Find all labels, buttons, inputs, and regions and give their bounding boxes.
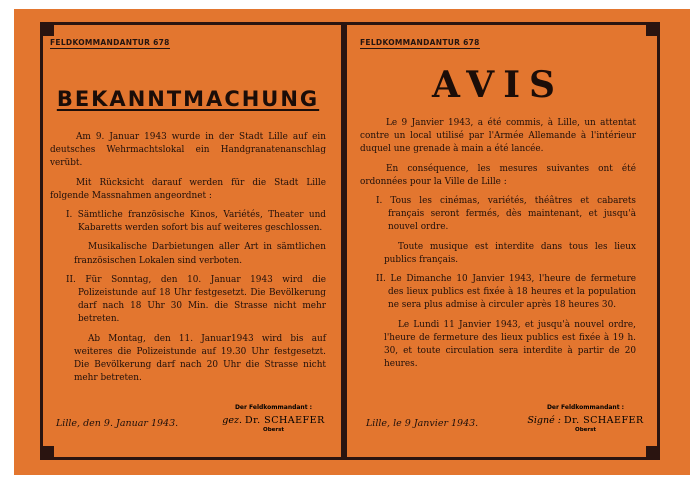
notice-body xyxy=(50,131,326,385)
measure-subitem: Musikalische Darbietungen aller Art in sämtlichen französischen Lokalen sind verboten. xyxy=(74,242,326,266)
signer-prefix: gez. xyxy=(222,415,242,426)
signer xyxy=(523,404,648,433)
place-date: Lille, den 9. Januar 1943. xyxy=(56,418,179,429)
signer-rank: Oberst xyxy=(575,427,596,433)
paragraph: Am 9. Januar 1943 wurde in der Stadt Lille auf ein deutsches Wehrmachtslokal ein Handgranatenanschlag verübt. xyxy=(50,132,326,169)
measure-subitem: Ab Montag, den 11. Januar1943 wird bis auf weiteres die Polizeistunde auf 19.30 Uhr festgesetzt. Die Bevölkerung darf nach 20 Uhr die Strasse nicht mehr betreten. xyxy=(74,333,326,384)
measure-item: II. Für Sonntag, den 10. Januar 1943 wird die Polizeistunde auf 18 Uhr festgesetzt. Die Bevölkerung darf nach 18 Uhr 30 Min. die Strasse nicht mehr betreten. xyxy=(66,274,326,325)
signer-name: Dr. SCHAEFER xyxy=(245,415,325,426)
signer-name: Dr. SCHAEFER xyxy=(563,415,644,426)
measure-subitem: Toute musique est interdite dans tous les lieux publics français. xyxy=(384,241,636,265)
signer-name-line xyxy=(211,415,336,426)
page-title: BEKANNTMACHUNG xyxy=(56,87,320,111)
column-divider xyxy=(341,22,347,460)
paragraph: Le 9 Janvier 1943, a été commis, à Lille, un attentat contre un local utilisé par l'Armée Allemande à l'intérieur duquel une grenade à main a été lancée. xyxy=(360,118,636,155)
signer-role: Der Feldkommandant : xyxy=(546,404,625,411)
page-title: AVIS xyxy=(431,64,565,106)
measure-subitem: Le Lundi 11 Janvier 1943, et jusqu'à nouvel ordre, l'heure de fermeture des lieux publics est fixée à 19 h. 30, et toute circulation sera interdite à partir de 20 heures. xyxy=(384,319,636,370)
measure-item: I. Tous les cinémas, variétés, théâtres et cabarets français seront fermés, dès maintenant, et jusqu'à nouvel ordre. xyxy=(376,196,636,233)
signer-role: Der Feldkommandant : xyxy=(234,404,313,411)
signer-name-line xyxy=(523,415,648,426)
paragraph: Mit Rücksicht darauf werden für die Stadt Lille folgende Massnahmen angeordnet : xyxy=(50,177,326,201)
notice-body xyxy=(360,117,636,371)
header-label: FELDKOMMANDANTUR 678 xyxy=(360,38,480,47)
frame-corner xyxy=(646,446,660,460)
signer-rank: Oberst xyxy=(263,427,284,433)
header-label: FELDKOMMANDANTUR 678 xyxy=(50,38,170,47)
french-column xyxy=(360,30,636,377)
place-date: Lille, le 9 Janvier 1943. xyxy=(366,418,479,429)
measure-item: II. Le Dimanche 10 Janvier 1943, l'heure de fermeture des lieux publics est fixée à 18 heures et la population ne sera plus admise à circuler après 18 heures 30. xyxy=(376,274,636,311)
frame-corner xyxy=(646,22,660,36)
signer-prefix: Signé : xyxy=(527,415,561,426)
german-column xyxy=(50,30,326,391)
paragraph: En conséquence, les mesures suivantes ont été ordonnées pour la Ville de Lille : xyxy=(360,163,636,187)
measure-item: I. Sämtliche französische Kinos, Variétés, Theater und Kabaretts werden sofort bis auf weiteres geschlossen. xyxy=(66,210,326,234)
signer xyxy=(211,404,336,433)
frame-corner xyxy=(40,446,54,460)
